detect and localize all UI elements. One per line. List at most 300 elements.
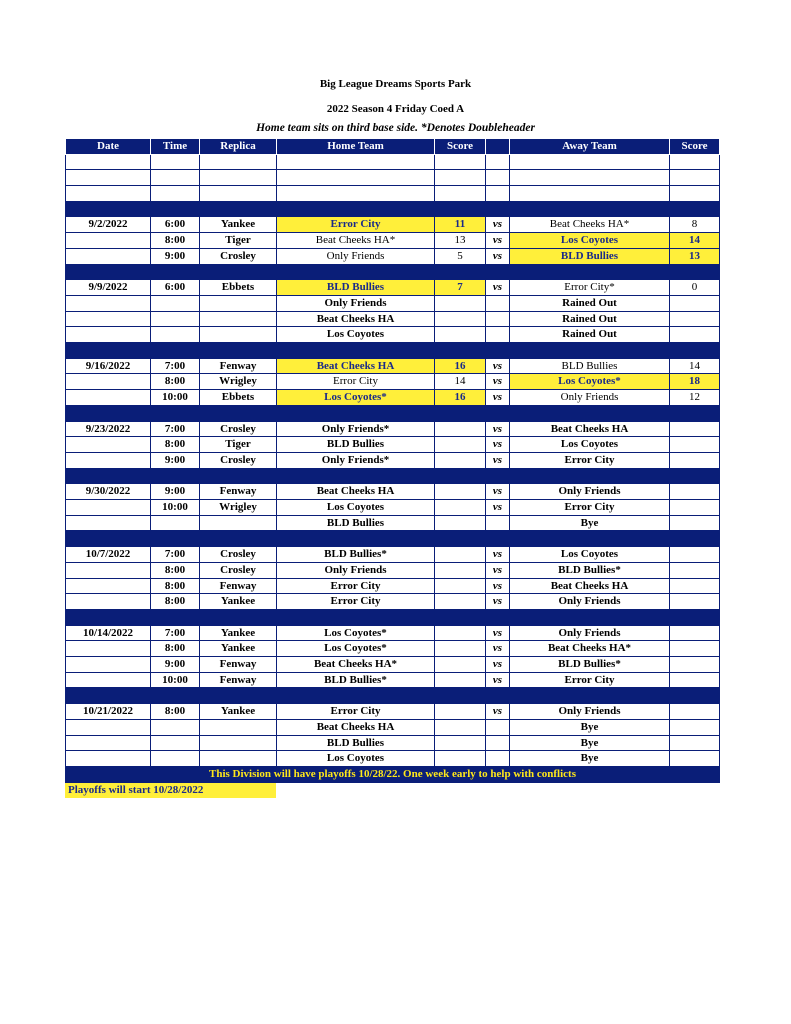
home-score-cell xyxy=(435,154,486,170)
date-cell xyxy=(66,170,151,186)
time-cell: 7:00 xyxy=(151,547,200,563)
date-cell xyxy=(66,154,151,170)
document-subtitle: 2022 Season 4 Friday Coed A xyxy=(326,103,465,115)
home-score-cell xyxy=(435,578,486,594)
vs-cell xyxy=(486,295,510,311)
home-score-cell xyxy=(435,170,486,186)
home-team-cell: Error City xyxy=(277,704,435,720)
playoff-notice: This Division will have playoffs 10/28/22. One week early to help with conflicts xyxy=(66,766,720,782)
game-row xyxy=(66,625,720,641)
away-team-cell: Los Coyotes xyxy=(510,437,670,453)
away-team-cell: Error City* xyxy=(510,280,670,296)
time-cell: 7:00 xyxy=(151,358,200,374)
home-team-cell: Only Friends xyxy=(277,295,435,311)
away-team-cell: Los Coyotes xyxy=(510,547,670,563)
away-score-cell: 14 xyxy=(670,233,720,249)
away-team-cell: Beat Cheeks HA* xyxy=(510,217,670,233)
game-row xyxy=(66,657,720,673)
date-cell xyxy=(66,751,151,767)
away-team-cell: Only Friends xyxy=(510,625,670,641)
date-cell xyxy=(66,186,151,202)
time-cell: 9:00 xyxy=(151,452,200,468)
vs-cell: vs xyxy=(486,437,510,453)
away-team-cell: Rained Out xyxy=(510,327,670,343)
week-separator xyxy=(66,468,720,484)
home-team-cell: BLD Bullies xyxy=(277,280,435,296)
home-score-cell xyxy=(435,327,486,343)
separator-band xyxy=(66,531,720,547)
replica-cell xyxy=(200,295,277,311)
away-score-cell xyxy=(670,311,720,327)
replica-cell: Fenway xyxy=(200,358,277,374)
away-score-cell xyxy=(670,421,720,437)
replica-cell xyxy=(200,327,277,343)
vs-cell: vs xyxy=(486,374,510,390)
away-score-cell xyxy=(670,625,720,641)
time-cell: 9:00 xyxy=(151,657,200,673)
away-team-cell: Only Friends xyxy=(510,704,670,720)
home-team-cell: Los Coyotes* xyxy=(277,641,435,657)
vs-cell xyxy=(486,154,510,170)
home-score-cell xyxy=(435,547,486,563)
week-separator xyxy=(66,688,720,704)
game-row xyxy=(66,421,720,437)
replica-cell: Fenway xyxy=(200,484,277,500)
replica-cell: Crosley xyxy=(200,248,277,264)
game-row xyxy=(66,751,720,767)
away-score-cell xyxy=(670,594,720,610)
away-team-cell: Error City xyxy=(510,452,670,468)
date-cell xyxy=(66,233,151,249)
time-cell: 8:00 xyxy=(151,233,200,249)
separator-band xyxy=(66,405,720,421)
home-score-cell xyxy=(435,421,486,437)
vs-cell xyxy=(486,170,510,186)
game-row xyxy=(66,358,720,374)
home-team-cell: Error City xyxy=(277,374,435,390)
time-cell: 8:00 xyxy=(151,437,200,453)
date-cell xyxy=(66,311,151,327)
away-score-cell xyxy=(670,578,720,594)
home-score-cell xyxy=(435,672,486,688)
col-away-score: Score xyxy=(670,139,720,155)
date-cell xyxy=(66,719,151,735)
week-separator xyxy=(66,405,720,421)
header-row xyxy=(66,139,720,155)
vs-cell: vs xyxy=(486,421,510,437)
away-team-cell: Rained Out xyxy=(510,295,670,311)
time-cell: 8:00 xyxy=(151,594,200,610)
vs-cell xyxy=(486,311,510,327)
away-score-cell xyxy=(670,437,720,453)
away-team-cell: Bye xyxy=(510,515,670,531)
away-score-cell xyxy=(670,295,720,311)
replica-cell: Tiger xyxy=(200,437,277,453)
game-row xyxy=(66,280,720,296)
game-row xyxy=(66,311,720,327)
game-row xyxy=(66,484,720,500)
game-row xyxy=(66,641,720,657)
away-score-cell: 12 xyxy=(670,390,720,406)
home-score-cell xyxy=(435,704,486,720)
home-score-cell: 13 xyxy=(435,233,486,249)
away-team-cell xyxy=(510,154,670,170)
vs-cell: vs xyxy=(486,672,510,688)
home-score-cell: 7 xyxy=(435,280,486,296)
game-row xyxy=(66,327,720,343)
home-team-cell: Los Coyotes xyxy=(277,500,435,516)
col-home-team: Home Team xyxy=(277,139,435,155)
replica-cell xyxy=(200,170,277,186)
away-score-cell xyxy=(670,515,720,531)
time-cell: 6:00 xyxy=(151,280,200,296)
vs-cell xyxy=(486,327,510,343)
away-team-cell xyxy=(510,186,670,202)
away-team-cell: Error City xyxy=(510,672,670,688)
away-score-cell xyxy=(670,672,720,688)
away-team-cell: BLD Bullies* xyxy=(510,562,670,578)
replica-cell xyxy=(200,735,277,751)
home-team-cell: Beat Cheeks HA xyxy=(277,358,435,374)
col-replica: Replica xyxy=(200,139,277,155)
week-separator xyxy=(66,201,720,217)
vs-cell: vs xyxy=(486,500,510,516)
time-cell: 8:00 xyxy=(151,562,200,578)
away-team-cell: Bye xyxy=(510,751,670,767)
game-row xyxy=(66,562,720,578)
vs-cell: vs xyxy=(486,578,510,594)
home-team-cell: BLD Bullies xyxy=(277,515,435,531)
away-score-cell xyxy=(670,562,720,578)
home-team-cell: BLD Bullies* xyxy=(277,547,435,563)
vs-cell: vs xyxy=(486,358,510,374)
replica-cell: Tiger xyxy=(200,233,277,249)
away-team-cell: BLD Bullies xyxy=(510,248,670,264)
col-time: Time xyxy=(151,139,200,155)
game-row xyxy=(66,295,720,311)
date-cell xyxy=(66,672,151,688)
away-score-cell xyxy=(670,484,720,500)
home-team-cell: Los Coyotes* xyxy=(277,390,435,406)
home-score-cell xyxy=(435,625,486,641)
replica-cell: Wrigley xyxy=(200,500,277,516)
home-score-cell: 5 xyxy=(435,248,486,264)
time-cell xyxy=(151,719,200,735)
schedule-table xyxy=(65,138,720,783)
time-cell xyxy=(151,311,200,327)
away-team-cell: Los Coyotes xyxy=(510,233,670,249)
away-score-cell: 13 xyxy=(670,248,720,264)
vs-cell: vs xyxy=(486,233,510,249)
home-team-cell: Error City xyxy=(277,217,435,233)
home-team-cell: Only Friends* xyxy=(277,452,435,468)
home-score-cell xyxy=(435,311,486,327)
home-team-cell: Only Friends xyxy=(277,248,435,264)
game-row xyxy=(66,704,720,720)
date-cell xyxy=(66,500,151,516)
game-row xyxy=(66,594,720,610)
schedule-note: Home team sits on third base side. *Denotes Doubleheader xyxy=(256,122,535,134)
away-score-cell xyxy=(670,500,720,516)
away-team-cell: Only Friends xyxy=(510,594,670,610)
home-score-cell: 16 xyxy=(435,358,486,374)
away-team-cell: Los Coyotes* xyxy=(510,374,670,390)
vs-cell: vs xyxy=(486,625,510,641)
away-score-cell: 0 xyxy=(670,280,720,296)
replica-cell: Crosley xyxy=(200,421,277,437)
replica-cell xyxy=(200,311,277,327)
home-score-cell xyxy=(435,515,486,531)
date-cell: 9/9/2022 xyxy=(66,280,151,296)
date-cell xyxy=(66,327,151,343)
date-cell xyxy=(66,437,151,453)
home-score-cell: 16 xyxy=(435,390,486,406)
game-row xyxy=(66,233,720,249)
week-separator xyxy=(66,264,720,280)
date-cell: 10/14/2022 xyxy=(66,625,151,641)
col-vs xyxy=(486,139,510,155)
away-team-cell: Bye xyxy=(510,735,670,751)
vs-cell: vs xyxy=(486,452,510,468)
time-cell xyxy=(151,515,200,531)
away-team-cell: Beat Cheeks HA* xyxy=(510,641,670,657)
away-team-cell: BLD Bullies* xyxy=(510,657,670,673)
replica-cell: Crosley xyxy=(200,562,277,578)
vs-cell: vs xyxy=(486,248,510,264)
home-team-cell: Only Friends xyxy=(277,562,435,578)
date-cell xyxy=(66,452,151,468)
time-cell: 10:00 xyxy=(151,672,200,688)
home-team-cell: Error City xyxy=(277,578,435,594)
vs-cell: vs xyxy=(486,594,510,610)
separator-band xyxy=(66,468,720,484)
game-row xyxy=(66,500,720,516)
replica-cell: Crosley xyxy=(200,452,277,468)
game-row xyxy=(66,735,720,751)
home-team-cell: Only Friends* xyxy=(277,421,435,437)
vs-cell: vs xyxy=(486,484,510,500)
home-score-cell xyxy=(435,735,486,751)
game-row xyxy=(66,719,720,735)
time-cell xyxy=(151,154,200,170)
home-score-cell xyxy=(435,484,486,500)
home-score-cell: 14 xyxy=(435,374,486,390)
game-row xyxy=(66,672,720,688)
time-cell: 9:00 xyxy=(151,484,200,500)
col-home-score: Score xyxy=(435,139,486,155)
away-team-cell: Error City xyxy=(510,500,670,516)
away-team-cell: Only Friends xyxy=(510,484,670,500)
home-score-cell xyxy=(435,657,486,673)
away-team-cell: Beat Cheeks HA xyxy=(510,578,670,594)
document-title: Big League Dreams Sports Park xyxy=(319,78,472,90)
replica-cell: Yankee xyxy=(200,641,277,657)
away-team-cell: Beat Cheeks HA xyxy=(510,421,670,437)
home-score-cell xyxy=(435,562,486,578)
home-score-cell xyxy=(435,186,486,202)
away-score-cell: 8 xyxy=(670,217,720,233)
home-team-cell xyxy=(277,170,435,186)
vs-cell xyxy=(486,719,510,735)
away-score-cell xyxy=(670,657,720,673)
vs-cell xyxy=(486,515,510,531)
replica-cell: Wrigley xyxy=(200,374,277,390)
game-row xyxy=(66,170,720,186)
home-team-cell xyxy=(277,186,435,202)
date-cell: 9/23/2022 xyxy=(66,421,151,437)
away-score-cell xyxy=(670,719,720,735)
time-cell: 10:00 xyxy=(151,390,200,406)
replica-cell xyxy=(200,751,277,767)
away-score-cell: 18 xyxy=(670,374,720,390)
away-score-cell xyxy=(670,186,720,202)
date-cell: 10/7/2022 xyxy=(66,547,151,563)
week-separator xyxy=(66,609,720,625)
date-cell xyxy=(66,735,151,751)
replica-cell: Fenway xyxy=(200,578,277,594)
date-cell xyxy=(66,657,151,673)
vs-cell: vs xyxy=(486,547,510,563)
home-score-cell xyxy=(435,641,486,657)
vs-cell: vs xyxy=(486,280,510,296)
replica-cell xyxy=(200,719,277,735)
replica-cell xyxy=(200,515,277,531)
date-cell: 9/2/2022 xyxy=(66,217,151,233)
date-cell xyxy=(66,515,151,531)
vs-cell: vs xyxy=(486,641,510,657)
away-team-cell: Rained Out xyxy=(510,311,670,327)
time-cell xyxy=(151,735,200,751)
home-team-cell: Beat Cheeks HA* xyxy=(277,233,435,249)
time-cell: 9:00 xyxy=(151,248,200,264)
footer-row xyxy=(66,766,720,782)
home-score-cell: 11 xyxy=(435,217,486,233)
vs-cell: vs xyxy=(486,704,510,720)
col-date: Date xyxy=(66,139,151,155)
game-row xyxy=(66,437,720,453)
separator-band xyxy=(66,688,720,704)
game-row xyxy=(66,515,720,531)
replica-cell: Crosley xyxy=(200,547,277,563)
replica-cell: Yankee xyxy=(200,217,277,233)
replica-cell: Yankee xyxy=(200,594,277,610)
playoffs-start-note: Playoffs will start 10/28/2022 xyxy=(65,783,276,798)
vs-cell xyxy=(486,751,510,767)
time-cell xyxy=(151,295,200,311)
time-cell: 7:00 xyxy=(151,625,200,641)
time-cell: 7:00 xyxy=(151,421,200,437)
game-row xyxy=(66,452,720,468)
game-row xyxy=(66,390,720,406)
home-team-cell: Los Coyotes xyxy=(277,327,435,343)
away-score-cell: 14 xyxy=(670,358,720,374)
date-cell xyxy=(66,374,151,390)
home-score-cell xyxy=(435,594,486,610)
schedule-body xyxy=(66,154,720,766)
game-row xyxy=(66,547,720,563)
away-team-cell: Bye xyxy=(510,719,670,735)
time-cell: 10:00 xyxy=(151,500,200,516)
home-team-cell: BLD Bullies* xyxy=(277,672,435,688)
game-row xyxy=(66,248,720,264)
home-team-cell xyxy=(277,154,435,170)
home-team-cell: BLD Bullies xyxy=(277,437,435,453)
away-score-cell xyxy=(670,452,720,468)
away-score-cell xyxy=(670,327,720,343)
time-cell xyxy=(151,170,200,186)
time-cell: 8:00 xyxy=(151,641,200,657)
replica-cell: Fenway xyxy=(200,657,277,673)
time-cell: 8:00 xyxy=(151,704,200,720)
separator-band xyxy=(66,609,720,625)
time-cell: 8:00 xyxy=(151,374,200,390)
week-separator xyxy=(66,343,720,359)
replica-cell: Yankee xyxy=(200,625,277,641)
time-cell: 8:00 xyxy=(151,578,200,594)
date-cell xyxy=(66,295,151,311)
away-score-cell xyxy=(670,704,720,720)
away-score-cell xyxy=(670,641,720,657)
game-row xyxy=(66,578,720,594)
away-score-cell xyxy=(670,751,720,767)
home-team-cell: Los Coyotes* xyxy=(277,625,435,641)
home-team-cell: Beat Cheeks HA xyxy=(277,484,435,500)
col-away-team: Away Team xyxy=(510,139,670,155)
date-cell: 9/30/2022 xyxy=(66,484,151,500)
home-team-cell: BLD Bullies xyxy=(277,735,435,751)
home-score-cell xyxy=(435,500,486,516)
date-cell xyxy=(66,562,151,578)
home-team-cell: Beat Cheeks HA* xyxy=(277,657,435,673)
date-cell: 10/21/2022 xyxy=(66,704,151,720)
vs-cell: vs xyxy=(486,217,510,233)
date-cell xyxy=(66,641,151,657)
vs-cell xyxy=(486,186,510,202)
separator-band xyxy=(66,264,720,280)
game-row xyxy=(66,186,720,202)
separator-band xyxy=(66,343,720,359)
home-team-cell: Beat Cheeks HA xyxy=(277,311,435,327)
home-team-cell: Error City xyxy=(277,594,435,610)
date-cell: 9/16/2022 xyxy=(66,358,151,374)
date-cell xyxy=(66,594,151,610)
replica-cell xyxy=(200,154,277,170)
time-cell xyxy=(151,751,200,767)
vs-cell xyxy=(486,735,510,751)
vs-cell: vs xyxy=(486,390,510,406)
date-cell xyxy=(66,248,151,264)
away-score-cell xyxy=(670,170,720,186)
date-cell xyxy=(66,578,151,594)
vs-cell: vs xyxy=(486,562,510,578)
home-team-cell: Los Coyotes xyxy=(277,751,435,767)
away-score-cell xyxy=(670,547,720,563)
away-score-cell xyxy=(670,154,720,170)
game-row xyxy=(66,154,720,170)
time-cell: 6:00 xyxy=(151,217,200,233)
home-score-cell xyxy=(435,295,486,311)
replica-cell: Fenway xyxy=(200,672,277,688)
away-team-cell: Only Friends xyxy=(510,390,670,406)
replica-cell: Ebbets xyxy=(200,390,277,406)
away-team-cell: BLD Bullies xyxy=(510,358,670,374)
time-cell xyxy=(151,327,200,343)
vs-cell: vs xyxy=(486,657,510,673)
home-score-cell xyxy=(435,452,486,468)
home-score-cell xyxy=(435,751,486,767)
date-cell xyxy=(66,390,151,406)
home-score-cell xyxy=(435,719,486,735)
